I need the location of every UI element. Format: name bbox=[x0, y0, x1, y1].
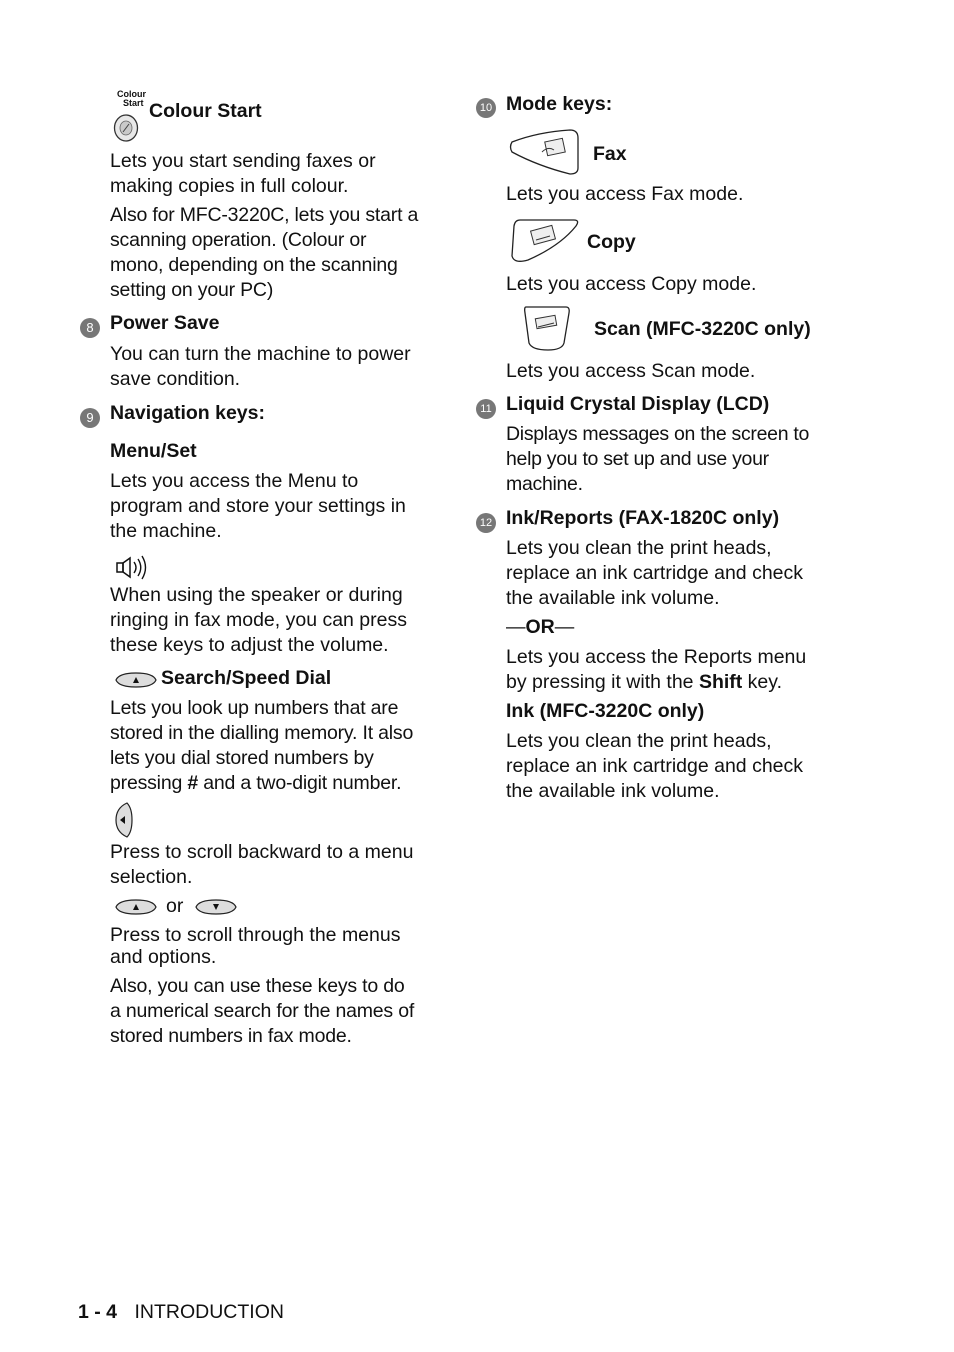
fax-desc: Lets you access Fax mode. bbox=[506, 183, 744, 205]
search-speed-dial-title: Search/Speed Dial bbox=[161, 667, 332, 689]
text-line: program and store your settings in bbox=[110, 495, 406, 517]
colour-start-desc bbox=[110, 149, 376, 199]
text-line: Press to scroll through the menus bbox=[110, 924, 401, 946]
text-line: replace an ink cartridge and check bbox=[506, 755, 804, 777]
text-line: setting on your PC) bbox=[110, 279, 274, 301]
menu-set-title: Menu/Set bbox=[110, 440, 197, 462]
text-line: replace an ink cartridge and check bbox=[506, 562, 804, 584]
text-line bbox=[506, 670, 806, 695]
left-arrow-key-icon bbox=[113, 802, 135, 838]
text-line: scanning operation. (Colour or bbox=[110, 229, 367, 251]
text-line bbox=[110, 771, 413, 796]
or-label: OR bbox=[525, 616, 555, 638]
text-line: Lets you start sending faxes or bbox=[110, 150, 376, 172]
page-number: 1 - 4 bbox=[78, 1301, 118, 1323]
text-line: stored in the dialling memory. It also bbox=[110, 722, 414, 744]
text-line: ringing in fax mode, you can press bbox=[110, 609, 407, 631]
speaker-volume-icon bbox=[116, 555, 150, 581]
text-line: Lets you clean the print heads, bbox=[506, 730, 772, 752]
text-line: stored numbers in fax mode. bbox=[110, 1025, 352, 1047]
item-number-badge: 10 bbox=[476, 98, 496, 118]
text-line: lets you dial stored numbers by bbox=[110, 747, 374, 769]
text-line: and options. bbox=[110, 946, 217, 968]
back-desc bbox=[110, 840, 413, 890]
scroll-desc bbox=[110, 924, 400, 968]
or-separator bbox=[506, 615, 574, 640]
text-line: Also for MFC-3220C, lets you start a bbox=[110, 204, 419, 226]
text-line: machine. bbox=[506, 473, 583, 495]
colour-start-desc-2 bbox=[110, 203, 418, 303]
text-line: When using the speaker or during bbox=[110, 584, 403, 606]
text-line: the available ink volume. bbox=[506, 587, 720, 609]
colour-start-icon bbox=[110, 90, 146, 146]
item-number-badge: 9 bbox=[80, 408, 100, 428]
power-save-title: Power Save bbox=[110, 312, 220, 334]
text-line: You can turn the machine to power bbox=[110, 343, 411, 365]
text-line: selection. bbox=[110, 866, 193, 888]
hash-key-label: # bbox=[187, 772, 198, 794]
scan-key-icon bbox=[522, 303, 572, 353]
text-line: Press to scroll backward to a menu bbox=[110, 841, 414, 863]
lcd-title: Liquid Crystal Display (LCD) bbox=[506, 393, 770, 415]
scan-desc: Lets you access Scan mode. bbox=[506, 360, 756, 382]
lcd-desc bbox=[506, 422, 809, 497]
up-arrow-key-icon bbox=[113, 897, 159, 917]
text-span: pressing bbox=[110, 772, 188, 794]
text-line: Displays messages on the screen to bbox=[506, 423, 810, 445]
icon-caption: Colour bbox=[117, 89, 146, 99]
ink-reports-desc bbox=[506, 536, 803, 611]
text-span: by pressing it with the bbox=[506, 671, 699, 693]
copy-title: Copy bbox=[587, 231, 636, 253]
ink-reports-title: Ink/Reports (FAX-1820C only) bbox=[506, 507, 780, 529]
numerical-search-desc bbox=[110, 974, 414, 1049]
colour-start-title: Colour Start bbox=[149, 100, 262, 122]
text-line: Also, you can use these keys to do bbox=[110, 975, 405, 997]
text-span: and a two-digit number. bbox=[197, 772, 402, 794]
fax-key-icon bbox=[508, 128, 582, 178]
page-footer bbox=[78, 1300, 284, 1325]
section-name: INTRODUCTION bbox=[134, 1301, 284, 1323]
up-arrow-key-icon bbox=[113, 670, 159, 690]
reports-desc bbox=[506, 645, 806, 695]
text-line: making copies in full colour. bbox=[110, 175, 349, 197]
icon-caption: Start bbox=[123, 98, 144, 108]
shift-key-label: Shift bbox=[698, 671, 743, 693]
mode-keys-title: Mode keys: bbox=[506, 93, 613, 115]
down-arrow-key-icon bbox=[193, 897, 239, 917]
item-number-badge: 12 bbox=[476, 513, 496, 533]
ink-title: Ink (MFC-3220C only) bbox=[506, 700, 705, 722]
text-span: — bbox=[506, 616, 526, 638]
or-text: or bbox=[166, 895, 184, 917]
text-line: Lets you look up numbers that are bbox=[110, 697, 399, 719]
volume-desc bbox=[110, 583, 407, 658]
copy-key-icon bbox=[508, 216, 582, 266]
text-line: help you to set up and use your bbox=[506, 448, 769, 470]
item-number-badge: 11 bbox=[476, 399, 496, 419]
text-line: Lets you access the Menu to bbox=[110, 470, 359, 492]
ink-desc bbox=[506, 729, 803, 804]
text-line: these keys to adjust the volume. bbox=[110, 634, 389, 656]
power-save-desc bbox=[110, 342, 411, 392]
menu-set-desc bbox=[110, 469, 406, 544]
text-line: the machine. bbox=[110, 520, 222, 542]
navigation-keys-title: Navigation keys: bbox=[110, 402, 265, 424]
text-line: a numerical search for the names of bbox=[110, 1000, 415, 1022]
text-line: Lets you access the Reports menu bbox=[506, 646, 807, 668]
search-speed-dial-desc bbox=[110, 696, 413, 796]
item-number-badge: 8 bbox=[80, 318, 100, 338]
text-line: mono, depending on the scanning bbox=[110, 254, 398, 276]
text-line: the available ink volume. bbox=[506, 780, 720, 802]
text-span: — bbox=[554, 616, 575, 638]
copy-desc: Lets you access Copy mode. bbox=[506, 273, 757, 295]
scan-title: Scan (MFC-3220C only) bbox=[594, 318, 811, 340]
text-line: save condition. bbox=[110, 368, 241, 390]
fax-title: Fax bbox=[593, 143, 627, 165]
text-line: Lets you clean the print heads, bbox=[506, 537, 772, 559]
text-span: key. bbox=[742, 671, 782, 693]
